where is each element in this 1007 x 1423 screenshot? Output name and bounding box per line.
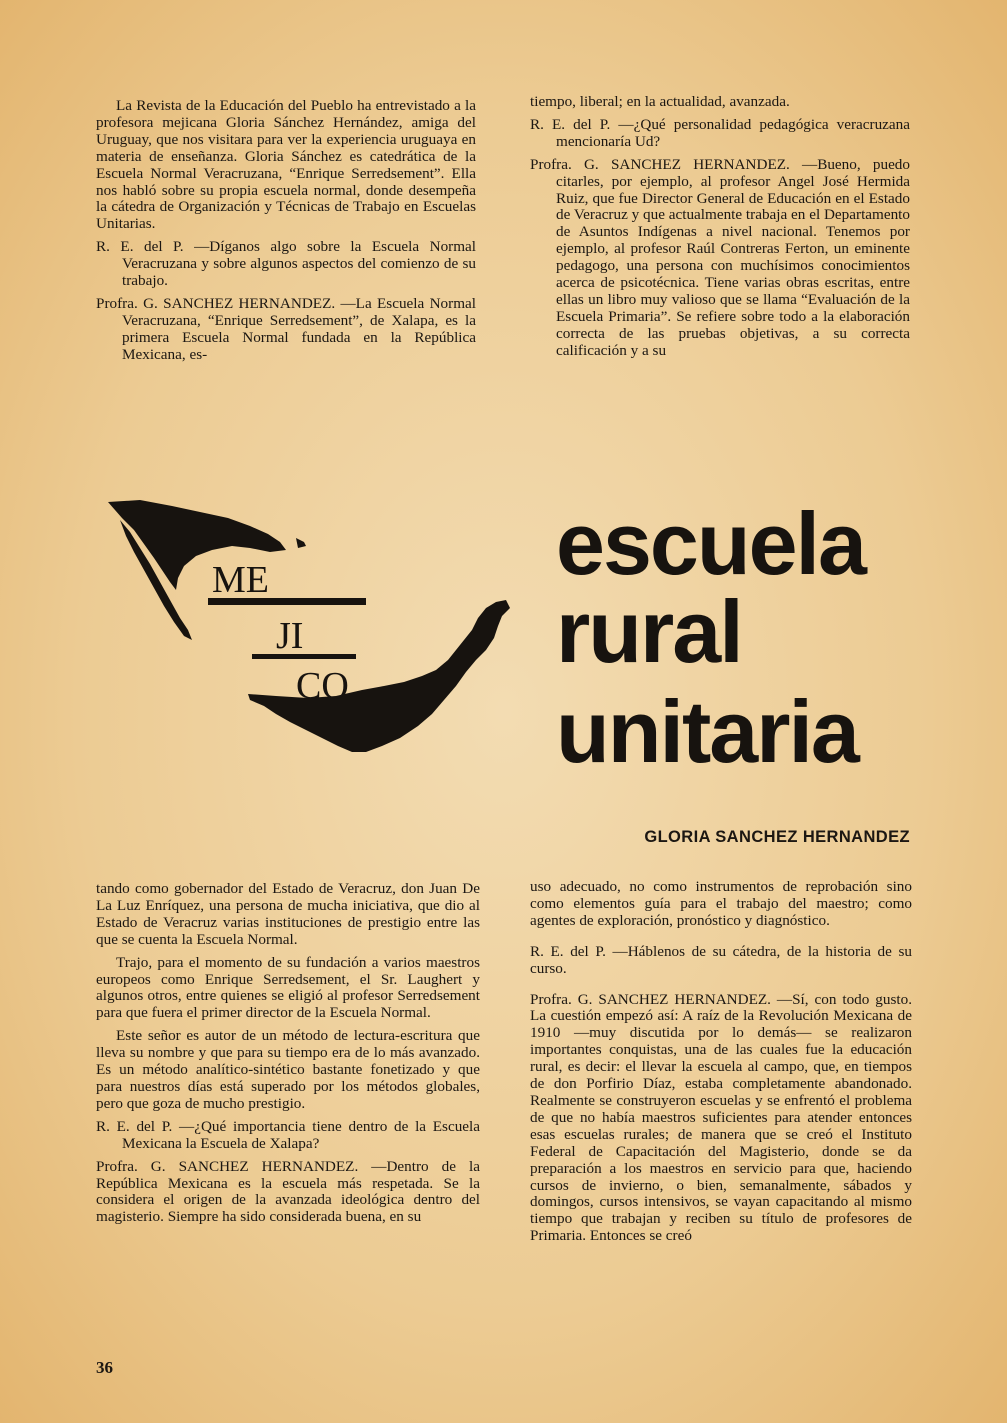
paragraph: Trajo, para el momento de su fundación a varios maestros europeos como Enrique Serredsement, el Sr. Laughert y algunos otros, entre quienes se eligió al profesor Serredsement para que fuera el primer director de la Escuela Normal. xyxy=(96,953,480,1022)
map-bar-2 xyxy=(252,654,356,659)
interviewer-question: R. E. del P. —Háblenos de su cátedra, de la historia de su curso. xyxy=(530,942,912,977)
article-column-3 xyxy=(96,881,480,1232)
paragraph: Este señor es autor de un método de lectura-escritura que lleva su nombre y que para su tiempo era de lo más avanzado. Es un método analítico-sintético bastante fonetizado y que para nuestros días está superado por los métodos globales, pero que goza de mucho prestigio. xyxy=(96,1027,480,1112)
article-title-line-2: rural xyxy=(556,582,742,681)
interviewee-answer: Profra. G. SANCHEZ HERNANDEZ. —Bueno, puedo citarles, por ejemplo, al profesor Angel José Hermida Ruiz, que fue Director General de Educación en el Estado de Veracruz y que actualmente trabaja en el Departamento de Asuntos Indígenas a nivel nacional. Tenemos por ejemplo, al profesor Raúl Contreras Ferton, un eminente pedagogo, una persona con muchísimos conocimientos acerca de psicotécnica. Tiene varias obras escritas, entre ellas un libro muy valioso que se llama “Evaluación de la Escuela Primaria”. Se refiere sobre todo a la elaboración correcta de las pruebas objetivas, a su correcta calificación y a su xyxy=(530,155,910,359)
paragraph-continuation: tiempo, liberal; en la actualidad, avanzada. xyxy=(530,93,790,110)
map-label-me: ME xyxy=(212,559,269,601)
interviewer-question: R. E. del P. —Díganos algo sobre la Escuela Normal Veracruzana y sobre algunos aspectos del comienzo de su trabajo. xyxy=(96,238,476,290)
article-title-line-1: escuela xyxy=(556,494,865,593)
author-byline: GLORIA SANCHEZ HERNANDEZ xyxy=(644,828,910,846)
interviewee-answer: Profra. G. SANCHEZ HERNANDEZ. —La Escuela Normal Veracruzana, “Enrique Serredsement”, de Xalapa, es la primera Escuela Normal fundada en la República Mexicana, es- xyxy=(96,294,476,363)
interviewer-question: R. E. del P. —¿Qué personalidad pedagógica veracruzana mencionaría Ud? xyxy=(530,115,910,150)
article-column-4 xyxy=(530,879,912,1251)
intro-paragraph: La Revista de la Educación del Pueblo ha entrevistado a la profesora mejicana Gloria Sánchez Hernández, amiga del Uruguay, que nos visitara para ver la experiencia uruguaya en materia de enseñanza. Gloria Sánchez es catedrática de la Escuela Normal Veracruzana, “Enrique Serredsement”. Ella nos habló sobre su propia escuela normal, donde desempeña la cátedra de Organización y Técnicas de Trabajo en Escuelas Unitarias. xyxy=(96,97,476,233)
interviewer-question: R. E. del P. —¿Qué importancia tiene dentro de la Escuela Mexicana la Escuela de Xalapa? xyxy=(96,1117,480,1152)
page-number: 36 xyxy=(96,1358,113,1377)
article-column-2 xyxy=(530,94,910,366)
mexico-map-illustration xyxy=(100,490,530,760)
map-label-ji: JI xyxy=(276,615,304,657)
article-title-line-3: unitaria xyxy=(556,682,858,781)
map-coast-shape xyxy=(296,538,306,548)
map-label-co: CO xyxy=(296,665,349,707)
article-column-1 xyxy=(96,98,476,370)
paragraph-continuation: tando como gobernador del Estado de Veracruz, don Juan De La Luz Enríquez, una persona de mucha iniciativa, que dio al Estado de Veracruz varias instituciones de prestigio entre las que se cuenta la Escuela Normal. xyxy=(96,880,480,948)
interviewee-answer: Profra. G. SANCHEZ HERNANDEZ. —Sí, con todo gusto. La cuestión empezó así: A raíz de la Revolución Mexicana de 1910 —muy discutida por lo demás— se realizaron importantes conquistas, una de las cuales fue la educación rural, es decir: el llevar la escuela al campo, que, en tiempos de don Porfirio Díaz, estaba completamente abandonado. Realmente se construyeron escuelas y se enfrentó el problema de que no había maestros suficientes para atender entonces esas escuelas rurales; de manera que se creó el Instituto Federal de Capacitación del Magisterio, donde se da preparación a los maestros en servicio para que, haciendo cursos de invierno, o bien, semanalmente, sábados y domingos, cursos intensivos, se vayan capacitando al mismo tiempo que trabajan y reciben su título de profesores de Primaria. Entonces se creó xyxy=(530,990,912,1245)
interviewee-answer: Profra. G. SANCHEZ HERNANDEZ. —Dentro de la República Mexicana es la escuela más respetada. Se la considera el origen de la avanzada ideológica dentro del magisterio. Siempre ha sido considerada buena, en su xyxy=(96,1157,480,1226)
paragraph-continuation: uso adecuado, no como instrumentos de reprobación sino como elementos guía para el trabajo del maestro; como agentes de exploración, pronóstico y diagnóstico. xyxy=(530,878,912,929)
